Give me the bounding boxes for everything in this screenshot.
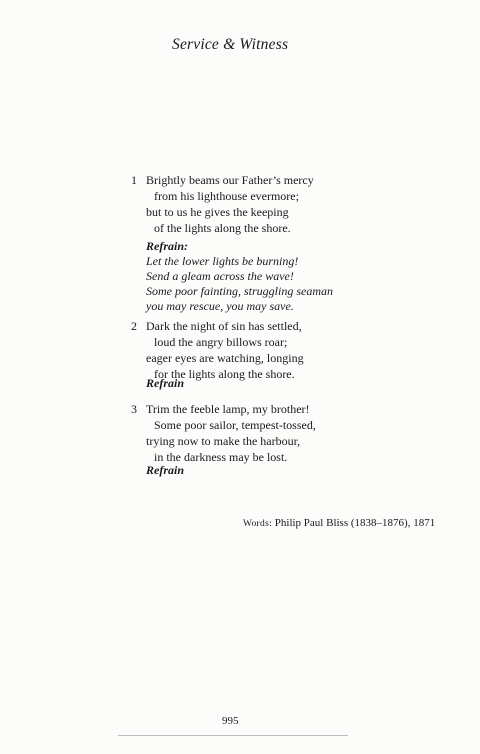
refrain-reference: Refrain (146, 376, 185, 390)
words-credit (243, 517, 435, 529)
verse-line: Trim the feeble lamp, my brother! (146, 402, 310, 416)
footer-rule (118, 735, 348, 736)
verse-number: 2 (131, 319, 137, 333)
credit-label: Words: (243, 519, 273, 529)
verse-line: but to us he gives the keeping (146, 205, 289, 219)
refrain-line: Send a gleam across the wave! (146, 269, 294, 283)
verse-line: eager eyes are watching, longing (146, 351, 304, 365)
verse-line: of the lights along the shore. (154, 221, 291, 235)
verse-line: Dark the night of sin has settled, (146, 319, 302, 333)
credit-text: Philip Paul Bliss (1838–1876), 1871 (272, 517, 436, 529)
verse-line: in the darkness may be lost. (154, 450, 288, 464)
verse-line: Some poor sailor, tempest-tossed, (154, 418, 316, 432)
verse-line: from his lighthouse evermore; (154, 189, 299, 203)
refrain-line: you may rescue, you may save. (146, 299, 294, 313)
verse-2 (131, 318, 304, 382)
verse-3 (131, 401, 316, 465)
verse-line: loud the angry billows roar; (154, 335, 288, 349)
verse-number: 3 (131, 402, 137, 416)
verse-number: 1 (131, 173, 137, 187)
refrain-line: Some poor fainting, struggling seaman (146, 284, 334, 298)
verse-line: for the lights along the shore. (154, 367, 295, 381)
verse-line: trying now to make the harbour, (146, 434, 301, 448)
verse-line: Brightly beams our Father’s mercy (146, 173, 314, 187)
page-number: 995 (222, 715, 239, 727)
refrain-reference: Refrain (146, 463, 185, 477)
refrain-line: Let the lower lights be burning! (146, 254, 299, 268)
section-title: Service & Witness (172, 36, 289, 53)
refrain (146, 239, 333, 314)
refrain-label: Refrain: (146, 239, 188, 253)
verse-1 (131, 172, 314, 236)
